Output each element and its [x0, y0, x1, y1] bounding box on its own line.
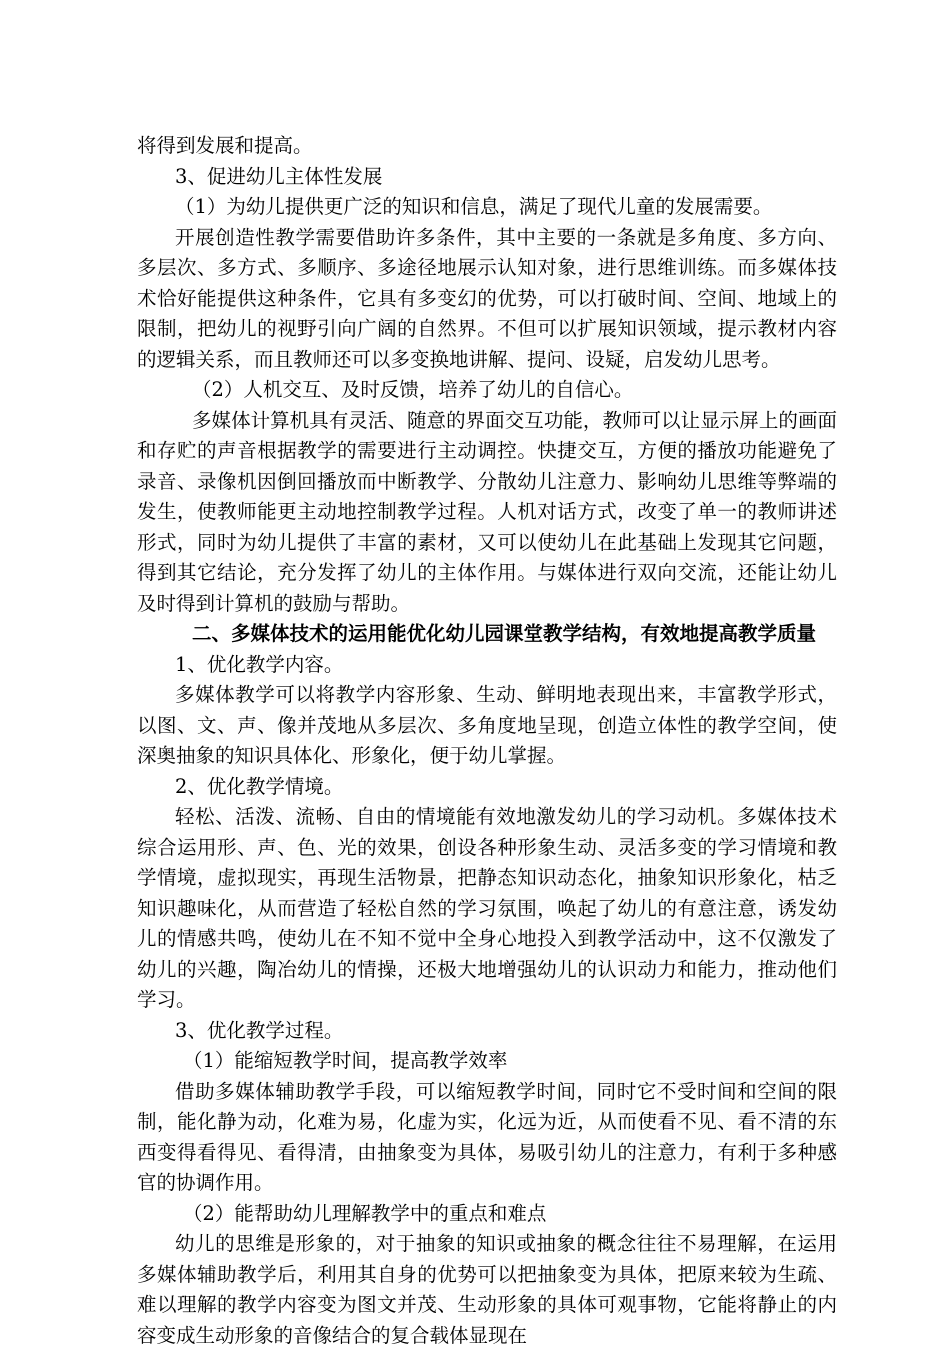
paragraph: 借助多媒体辅助教学手段，可以缩短教学时间，同时它不受时间和空间的限制，能化静为动，化难为易，化虚为实，化远为近，从而使看不见、看不清的东西变得看得见、看得清，由抽象变为具体，易吸引幼儿的注意力，有利于多种感官的协调作用。	[137, 1079, 837, 1194]
section-subheading: 3、促进幼儿主体性发展	[175, 164, 383, 188]
section-subheading: 1、优化教学内容。	[175, 652, 344, 676]
paragraph: 将得到发展和提高。	[137, 134, 313, 157]
paragraph-subheading: （1）能缩短教学时间，提高教学效率	[183, 1049, 508, 1072]
section-subheading: 2、优化教学情境。	[175, 774, 344, 798]
paragraph-subheading: （2）能帮助幼儿理解教学中的重点和难点	[183, 1201, 547, 1225]
paragraph: 多媒体教学可以将教学内容形象、生动、鲜明地表现出来，丰富教学形式，以图、文、声、像并茂地从多层次、多角度地呈现，创造立体性的教学空间，使深奥抽象的知识具体化、形象化，便于幼儿掌握。	[137, 683, 837, 767]
document-body	[137, 131, 837, 1351]
paragraph: 轻松、活泼、流畅、自由的情境能有效地激发幼儿的学习动机。多媒体技术综合运用形、声、色、光的效果，创设各种形象生动、灵活多变的学习情境和教学情境，虚拟现实，再现生活物景，把静态知识动态化，抽象知识形象化，枯乏知识趣味化，从而营造了轻松自然的学习氛围，唤起了幼儿的有意注意，诱发幼儿的情感共鸣，使幼儿在不知不觉中全身心地投入到教学活动中，这不仅激发了幼儿的兴趣，陶冶幼儿的情操，还极大地增强幼儿的认识动力和能力，推动他们学习。	[137, 805, 837, 1011]
paragraph: 多媒体计算机具有灵活、随意的界面交互功能，教师可以让显示屏上的画面和存贮的声音根据教学的需要进行主动调控。快捷交互，方便的播放功能避免了录音、录像机因倒回播放而中断教学、分散幼儿注意力、影响幼儿思维等弊端的发生，使教师能更主动地控制教学过程。人机对话方式，改变了单一的教师讲述形式，同时为幼儿提供了丰富的素材，又可以使幼儿在此基础上发现其它问题，得到其它结论，充分发挥了幼儿的主体作用。与媒体进行双向交流，还能让幼儿及时得到计算机的鼓励与帮助。	[137, 408, 837, 615]
paragraph: 幼儿的思维是形象的，对于抽象的知识或抽象的概念往往不易理解，在运用多媒体辅助教学后，利用其自身的优势可以把抽象变为具体，把原来较为生疏、难以理解的教学内容变为图文并茂、生动形象的具体可观事物，它能将静止的内容变成生动形象的音像结合的复合载体显现在	[137, 1232, 837, 1347]
paragraph-subheading: （1）为幼儿提供更广泛的知识和信息，满足了现代儿童的发展需要。	[175, 195, 773, 218]
section-heading: 二、多媒体技术的运用能优化幼儿园课堂教学结构，有效地提高教学质量	[192, 622, 817, 645]
section-subheading: 3、优化教学过程。	[175, 1018, 344, 1042]
paragraph-subheading: （2）人机交互、及时反馈，培养了幼儿的自信心。	[192, 378, 634, 401]
paragraph: 开展创造性教学需要借助许多条件，其中主要的一条就是多角度、多方向、多层次、多方式、多顺序、多途径地展示认知对象，进行思维训练。而多媒体技术恰好能提供这种条件，它具有多变幻的优势，可以打破时间、空间、地域上的限制，把幼儿的视野引向广阔的自然界。不但可以扩展知识领域，提示教材内容的逻辑关系，而且教师还可以多变换地讲解、提问、设疑，启发幼儿思考。	[137, 225, 837, 371]
